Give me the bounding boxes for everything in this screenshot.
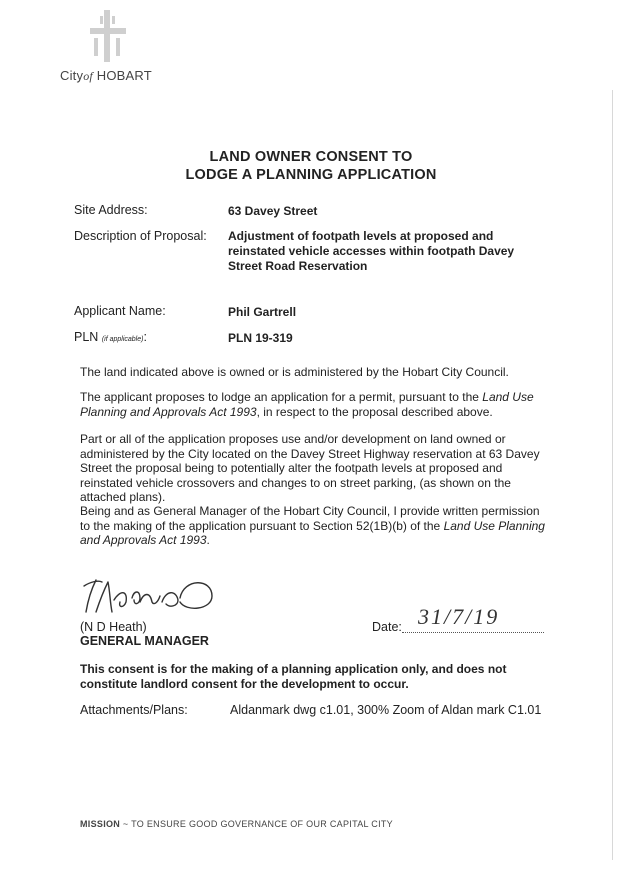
paragraph-land-ownership: The land indicated above is owned or is administered by the Hobart City Council.	[80, 365, 509, 379]
applicant-name-label: Applicant Name:	[74, 304, 166, 318]
paragraph-2-act-title: Land Use Planning and Approvals Act 1993	[80, 390, 534, 419]
attachments-value: Aldanmark dwg c1.01, 300% Zoom of Aldan mark C1.01	[230, 703, 542, 717]
logo-of: of	[83, 69, 93, 83]
attachments-label: Attachments/Plans:	[80, 703, 188, 717]
paragraph-4-part-a: Being and as General Manager of the Hobart City Council, I provide written permission to the making of the application pursuant to Section 52(1B)(b) of the	[80, 504, 540, 533]
paragraph-4-part-b: .	[206, 533, 210, 547]
pln-value: PLN 19-319	[228, 331, 293, 345]
signatory-title: GENERAL MANAGER	[80, 634, 209, 648]
pln-label-colon: :	[143, 330, 147, 344]
applicant-name-value: Phil Gartrell	[228, 305, 297, 319]
description-label: Description of Proposal:	[74, 229, 207, 243]
date-line	[402, 632, 544, 633]
pln-label-note: (if applicable)	[101, 336, 144, 343]
description-value: Adjustment of footpath levels at proposed and reinstated vehicle accesses within footpath Davey Street Road Reservation	[228, 229, 515, 273]
mission-label: MISSION	[80, 819, 121, 829]
pln-label	[74, 330, 147, 344]
site-address-label: Site Address:	[74, 203, 148, 217]
paragraph-4-act-title: Land Use Planning and Approvals Act 1993	[80, 518, 545, 547]
handwritten-signature-icon	[80, 572, 220, 624]
paragraph-permission	[80, 504, 550, 548]
paragraph-2-part-b: , in respect to the proposal described above.	[256, 404, 493, 419]
mission-statement	[80, 819, 393, 829]
pln-label-text: PLN	[74, 330, 99, 344]
mission-text: ~ TO ENSURE GOOD GOVERNANCE OF OUR CAPITAL CITY	[120, 819, 393, 829]
city-of-hobart-logo-icon	[88, 8, 128, 64]
paragraph-proposal-details: Part or all of the application proposes use and/or development on land owned or administered by the City located on the Davey Street Highway reservation at 63 Davey Street the proposal being to potentially alter the footpath levels at proposed and reinstated vehicle crossovers and changes to on street parking, (as shown on the attached plans).	[80, 432, 540, 504]
logo-city: City	[60, 68, 84, 83]
logo-hobart: HOBART	[96, 68, 152, 83]
page-title-line-1: LAND OWNER CONSENT TO	[209, 149, 413, 165]
date-label: Date:	[372, 620, 402, 634]
date-value: 31/7/19	[418, 604, 500, 629]
site-address-value: 63 Davey Street	[228, 204, 318, 218]
consent-disclaimer: This consent is for the making of a planning application only, and does not constitute landlord consent for the development to occur.	[80, 662, 507, 691]
page-title-line-2: LODGE A PLANNING APPLICATION	[185, 167, 437, 183]
logo-wordmark	[60, 68, 152, 84]
signatory-name: (N D Heath)	[80, 620, 147, 634]
paragraph-2-part-a: The applicant proposes to lodge an application for a permit, pursuant to the	[80, 390, 483, 404]
scan-edge-divider	[612, 90, 613, 860]
paragraph-application-intent	[80, 390, 550, 419]
